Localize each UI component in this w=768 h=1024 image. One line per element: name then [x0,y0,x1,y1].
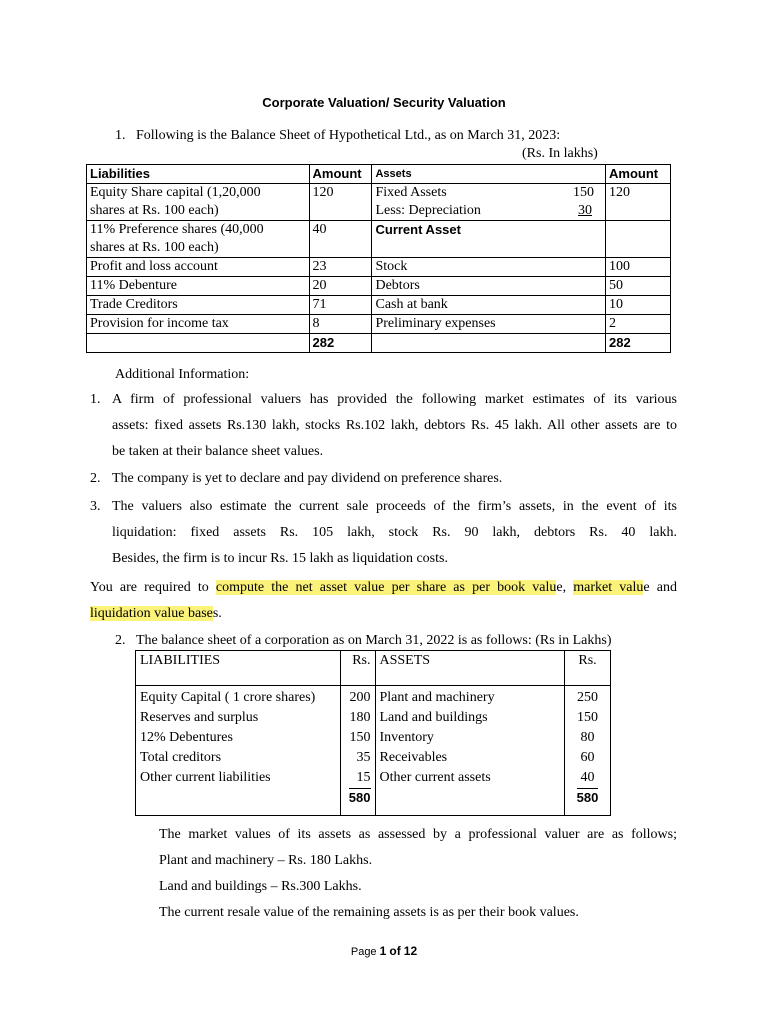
liability-name: Reserves and surplus [140,710,259,725]
liability-amount: 71 [309,296,372,315]
table-row [87,258,671,277]
table-header-row [87,165,671,184]
point-line: be taken at their balance sheet values. [112,444,324,459]
asset-amount: 100 [606,258,671,277]
point-line: liquidation: fixed assets Rs. 105 lakh, stock Rs. 90 lakh, debtors Rs. 40 lakh. [112,525,677,540]
liability-name: Trade Creditors [87,296,310,315]
asset-amount [606,221,671,258]
asset-amount: 2 [606,315,671,334]
point-number: 1. [90,392,101,407]
header-amount-assets: Amount [606,165,671,184]
liability-name-cont: shares at Rs. 100 each) [90,203,219,218]
balance-sheet-table-1 [86,164,671,353]
asset-subvalue: 150 [573,185,594,200]
point-line: assets: fixed assets Rs.130 lakh, stocks Rs.102 lakh, debtors Rs. 45 lakh. All other assets are to [112,418,677,433]
additional-point-3 [90,494,677,572]
liability-name: Equity Share capital (1,20,000 [90,185,261,200]
asset-amount: 50 [606,277,671,296]
liability-amount: 20 [309,277,372,296]
header-liabilities: Liabilities [87,165,310,184]
asset-name: Less: Depreciation [375,203,481,218]
liability-name: Equity Capital ( 1 crore shares) [140,690,316,705]
table-row [87,184,671,221]
table-row [87,315,671,334]
table-row [87,296,671,315]
q1-number: 1. [115,128,126,143]
liability-name: 11% Preference shares (40,000 [90,222,264,237]
note-line: The market values of its assets as assessed by a professional valuer are as follows; [159,827,677,842]
asset-heading: Current Asset [372,221,606,258]
additional-point-1 [90,387,677,465]
page-word: Page [350,946,377,958]
liability-name: Total creditors [140,750,222,765]
page-title: Corporate Valuation/ Security Valuation [262,95,506,110]
asset-name: Land and buildings [379,710,488,725]
additional-point-2 [90,466,677,492]
asset-name: Stock [372,258,606,277]
q2-intro: The balance sheet of a corporation as on March 31, 2022 is as follows: (Rs in Lakhs) [136,633,612,648]
liability-amount: 120 [309,184,372,221]
point-line: The valuers also estimate the current sale proceeds of the firm’s assets, in the event of its [112,499,677,514]
liability-amount: 23 [309,258,372,277]
highlight: liquidation value base [90,606,213,621]
liability-total: 282 [309,334,372,353]
highlight: compute the net asset value per share as per book valu [215,580,557,595]
note-line: The current resale value of the remaining assets is as per their book values. [159,905,579,920]
point-line: Besides, the firm is to incur Rs. 15 lakh as liquidation costs. [112,551,448,566]
asset-value: 60 [580,750,595,765]
liability-amount: 8 [309,315,372,334]
page-footer [0,944,768,958]
asset-amount: 10 [606,296,671,315]
liability-amount: 40 [309,221,372,258]
asset-name: Plant and machinery [379,690,495,705]
q2-number: 2. [115,633,126,648]
note-line: Land and buildings – Rs.300 Lakhs. [159,879,362,894]
liability-value: 150 [349,730,371,745]
table-row [87,277,671,296]
liability-total: 580 [348,790,371,805]
requirement-text: You are required to compute the net asset value per share as per book value, market value and liquidation value bases. [90,580,677,621]
q1-unit: (Rs. In lakhs) [522,146,598,161]
table-row [136,686,611,789]
asset-amount: 120 [606,184,671,221]
q2-notes [159,822,677,926]
table-total-row [136,788,611,816]
liability-name: 12% Debentures [140,730,233,745]
liability-value: 15 [356,770,371,785]
highlight: market valu [573,580,644,595]
asset-name: Cash at bank [372,296,606,315]
point-line: A firm of professional valuers has provided the following market estimates of its various [112,392,677,407]
liability-value: 35 [356,750,371,765]
balance-sheet-table-2 [135,650,611,816]
page-total: 12 [403,944,418,958]
header-amount-liabilities: Amount [309,165,372,184]
table-total-row [87,334,671,353]
asset-name: Debtors [372,277,606,296]
table-header-row [136,651,611,686]
header-rs-assets: Rs. [565,651,611,686]
liability-name-cont: shares at Rs. 100 each) [90,240,219,255]
asset-name: Preliminary expenses [372,315,606,334]
asset-value: 150 [577,710,599,725]
asset-name: Fixed Assets [375,185,447,200]
liability-value: 200 [349,690,371,705]
additional-info-heading: Additional Information: [115,367,250,382]
liability-value: 180 [349,710,371,725]
liability-name: 11% Debenture [87,277,310,296]
liability-name: Provision for income tax [87,315,310,334]
asset-name: Other current assets [379,770,491,785]
liability-name: Other current liabilities [140,770,271,785]
point-line: The company is yet to declare and pay dividend on preference shares. [112,471,503,486]
asset-name: Receivables [379,750,448,765]
asset-total: 282 [606,334,671,353]
point-number: 3. [90,499,101,514]
note-line: Plant and machinery – Rs. 180 Lakhs. [159,853,373,868]
asset-value: 40 [580,770,595,785]
asset-name: Inventory [379,730,434,745]
point-number: 2. [90,471,101,486]
header-rs-liabilities: Rs. [340,651,375,686]
header-assets: ASSETS [375,651,565,686]
q1-intro: Following is the Balance Sheet of Hypothetical Ltd., as on March 31, 2023: [136,128,561,143]
asset-subvalue: 30 [578,203,592,218]
of-word: of [389,944,401,958]
asset-value: 80 [580,730,595,745]
liability-name: Profit and loss account [87,258,310,277]
table-row [87,221,671,258]
asset-value: 250 [577,690,599,705]
header-liabilities: LIABILITIES [136,651,341,686]
asset-total: 580 [576,790,599,805]
header-assets: Assets [372,165,606,184]
page-number: 1 [379,944,387,958]
